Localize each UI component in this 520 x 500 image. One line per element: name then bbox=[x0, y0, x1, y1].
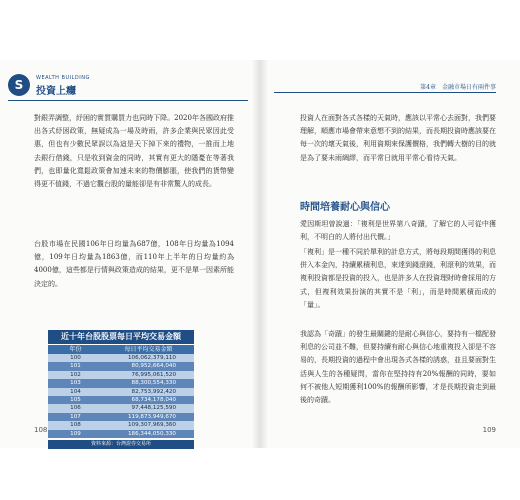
table-cell-value: 68,734,178,040 bbox=[131, 396, 176, 403]
header-rule bbox=[274, 92, 496, 93]
table-cell-year: 100 bbox=[70, 355, 81, 361]
brand-english: WEALTH BUILDING bbox=[36, 75, 90, 81]
table-row bbox=[48, 430, 194, 438]
header-rule bbox=[8, 100, 248, 101]
table-cell-value: 88,300,554,330 bbox=[131, 380, 176, 387]
brand-logo-icon: S bbox=[8, 74, 30, 96]
trading-volume-table bbox=[48, 330, 194, 449]
table-cell-value: 186,344,050,330 bbox=[127, 430, 176, 437]
right-paragraph-1: 投資人在面對各式各樣的天氣時，應該以平常心去面對，我們要理解，順應市場會帶來意想不到的結果，而長期投資時應該要在每一次的壞天氣後，利用資期來保護價格，我們轉大樹的目的就是為了要未雨綢繆，而平常日就用平常心看待天氣。 bbox=[300, 114, 496, 162]
table-cell-value: 109,307,969,360 bbox=[127, 422, 176, 429]
right-page bbox=[260, 60, 520, 448]
book-spine-shadow bbox=[252, 60, 268, 448]
left-paragraph-1: 對銀弄調整，紓困的實質購買力也同時下降。2020年各國政府推出各式紓困政策，無疑成為一場及時雨，許多企業與民眾因此受惠，但也有少數民眾誤以為這是天下掉下來的禮物，一推而上地去銀行借錢，只是收到資金的同時，其實有更大的隱憂在等著我們，也即量化寬鬆政策會加速未來的物價膨脹，使我們的貨幣變得更不值錢，不過它觀台股的量能卻是有非常驚人的成長。 bbox=[34, 114, 234, 189]
table-cell-value: 106,062,379,110 bbox=[127, 355, 176, 361]
right-paragraph-2: 愛因斯坦曾說過：「複利是世界第八奇蹟，了解它的人可從中獲利，不明白的人將付出代價。」 bbox=[300, 220, 496, 242]
right-paragraph-4: 我認為「奇蹟」的發生最關鍵的是耐心與信心，要持有一檔配發利息的公司並不難，但要持續有耐心與信心地重複投入卻是不容易的，長期投資的過程中會出現各式各樣的誘惑，並且要面對生活與人生的各種疑問，當你在堅持持有20%報酬的同時，要如何不被他人短期獲利100%的報酬所影響，才是長期投資走到最後的奇蹟。 bbox=[300, 330, 496, 405]
table-row bbox=[48, 388, 194, 396]
left-page bbox=[0, 60, 261, 448]
brand-chinese: 投資上癮 bbox=[36, 86, 76, 97]
table-header-value: 每日平均交易金額 bbox=[124, 346, 173, 353]
table-cell-value: 80,952,664,040 bbox=[131, 363, 176, 370]
table-cell-year: 108 bbox=[70, 422, 81, 429]
chapter-header: 第4章 金融市場日有兩件事 bbox=[420, 84, 496, 91]
left-paragraph-2: 台股市場在民國106年日均量為687億，108年日均量為1094億，109年日均量為1863億，而110年上半年的日均量約為4000億，這些都是行情與政策造成的結果，更不是單一因素所能決定的。 bbox=[34, 240, 234, 288]
table-cell-value: 82,753,992,420 bbox=[131, 388, 176, 395]
page-number-left: 108 bbox=[34, 426, 48, 434]
table-cell-value: 76,995,061,520 bbox=[131, 371, 176, 378]
table-source: 資料來源：台灣證券交易所 bbox=[48, 440, 194, 449]
table-cell-value: 119,873,949,670 bbox=[127, 413, 176, 420]
table-row bbox=[48, 371, 194, 379]
table-header bbox=[48, 344, 194, 354]
table-cell-year: 109 bbox=[70, 430, 81, 437]
table-cell-year: 101 bbox=[70, 363, 81, 370]
page-number-right: 109 bbox=[482, 426, 496, 434]
book-spread bbox=[0, 60, 520, 448]
table-cell-value: 97,448,125,590 bbox=[131, 405, 176, 412]
table-row bbox=[48, 396, 194, 404]
table-cell-year: 102 bbox=[70, 371, 81, 378]
table-row bbox=[48, 421, 194, 429]
right-paragraph-3: 「複利」是一種不同於單利的計息方式，將每段期間獲得的利息併入本金內，持續累積利息，來達到錢滾錢，利滾利的效果，而複利投資都是投資的投入，也是許多人在投資理財時會採用的方式，但複利效果扮演的其實不是「利」，而是時間累積而成的「量」。 bbox=[300, 248, 496, 309]
table-cell-year: 107 bbox=[70, 413, 81, 420]
table-row bbox=[48, 379, 194, 387]
table-row bbox=[48, 404, 194, 412]
table-cell-year: 104 bbox=[70, 388, 81, 395]
table-cell-year: 106 bbox=[70, 405, 81, 412]
table-row bbox=[48, 413, 194, 421]
table-cell-year: 105 bbox=[70, 396, 81, 403]
table-title: 近十年台股股票每日平均交易金額 bbox=[48, 330, 194, 344]
table-row bbox=[48, 362, 194, 370]
table-cell-year: 103 bbox=[70, 380, 81, 387]
table-row bbox=[48, 354, 194, 362]
table-header-year: 年份 bbox=[69, 346, 82, 353]
section-title: 時間培養耐心與信心 bbox=[300, 202, 390, 213]
